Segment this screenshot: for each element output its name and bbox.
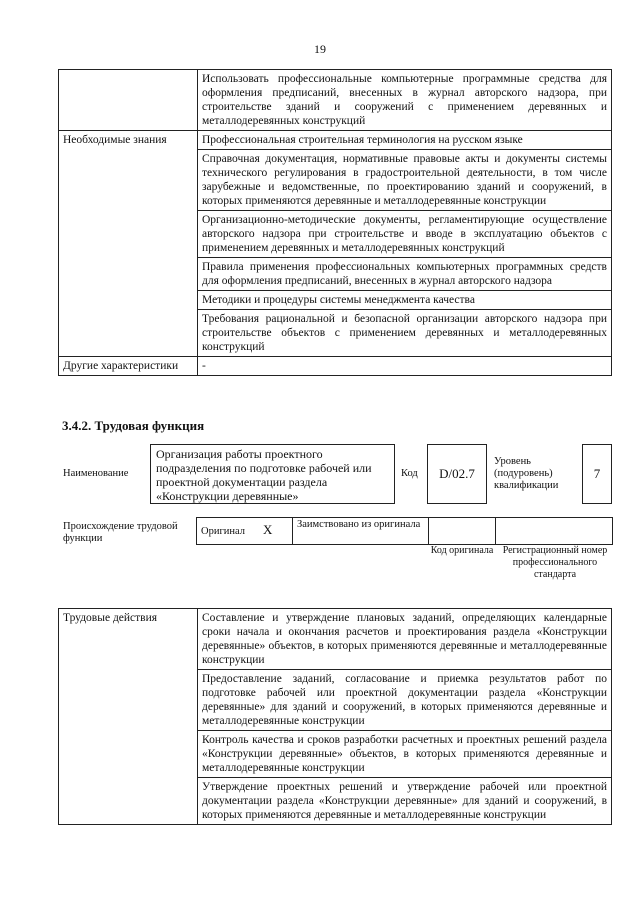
empty-label-cell xyxy=(59,70,198,131)
action-item: Составление и утверждение плановых заданий, определяющих календарные сроки начала и окончания расчетов и проектирования раздела «Конструкции деревянные» объектов, в которых применяются деревянные и металлодеревянные конструкции xyxy=(198,609,612,670)
reg-number-caption: Регистрационный номер профессионального стандарта xyxy=(502,545,608,580)
other-characteristics-label: Другие характеристики xyxy=(59,357,198,376)
origin-table xyxy=(196,517,613,545)
table-row xyxy=(59,357,612,376)
original-label: Оригинал xyxy=(201,526,245,537)
page-number: 19 xyxy=(314,42,326,56)
knowledge-table xyxy=(58,69,612,376)
knowledge-item: Профессиональная строительная терминология на русском языке xyxy=(198,131,612,150)
knowledge-item: Правила применения профессиональных компьютерных программных средств для оформления предписаний, внесенных в журнал авторского надзора xyxy=(198,258,612,291)
level-label: Уровень (подуровень) квалификации xyxy=(494,456,559,491)
other-characteristics-value: - xyxy=(198,357,612,376)
code-label: Код xyxy=(401,468,418,479)
reg-number-cell xyxy=(496,518,613,545)
action-item: Предоставление заданий, согласование и приемка результатов работ по подготовке рабочей или проектной документации раздела «Конструкции деревянные» для зданий и сооружений, в которых применяются деревянные и металлодеревянные конструкции xyxy=(198,670,612,731)
section-heading: 3.4.2. Трудовая функция xyxy=(62,418,205,433)
knowledge-item: Организационно-методические документы, регламентирующие осуществление авторского надзора при строительстве и вводе в эксплуатацию объектов с применением деревянных и металлодеревянных конструкций xyxy=(198,211,612,258)
action-item: Утверждение проектных решений и утверждение рабочей или проектной документации раздела «Конструкции деревянные» для зданий и сооружений, в которых применяются деревянные и металлодеревянные конструкции xyxy=(198,778,612,825)
origin-code-caption: Код оригинала xyxy=(430,545,494,556)
knowledge-item: Методики и процедуры системы менеджмента качества xyxy=(198,291,612,310)
table-row xyxy=(197,518,613,545)
level-value-box: 7 xyxy=(582,444,612,504)
actions-label-cell: Трудовые действия xyxy=(59,609,198,825)
function-code-box: D/02.7 xyxy=(427,444,487,504)
table-row xyxy=(59,131,612,150)
original-cell xyxy=(197,518,293,545)
original-mark: X xyxy=(263,522,273,537)
skill-continuation-cell: Использовать профессиональные компьютерные программные средства для оформления предписаний, внесенных в журнал авторского надзора, при строительстве зданий и сооружений с применением деревянных и металлодеревянных конструкций xyxy=(198,70,612,131)
name-label: Наименование xyxy=(63,468,129,479)
knowledge-item: Требования рациональной и безопасной организации авторского надзора при строительстве объектов с применением деревянных и металлодеревянных конструкций xyxy=(198,310,612,357)
function-name-box: Организация работы проектного подразделения по подготовке рабочей или проектной документации раздела «Конструкции деревянные» xyxy=(150,444,395,504)
table-row xyxy=(59,609,612,670)
table-row xyxy=(59,70,612,131)
knowledge-label-cell: Необходимые знания xyxy=(59,131,198,357)
borrowed-cell: Заимствовано из оригинала xyxy=(293,518,429,545)
actions-table xyxy=(58,608,612,825)
origin-code-cell xyxy=(429,518,496,545)
action-item: Контроль качества и сроков разработки расчетных и проектных решений раздела «Конструкции деревянные» объектов, в которых применяются деревянные и металлодеревянные конструкции xyxy=(198,731,612,778)
knowledge-item: Справочная документация, нормативные правовые акты и документы системы технического регулирования в градостроительной деятельности, в том числе зарубежные и ведомственные, по проектированию зданий и сооружений, в которых применяются деревянные и металлодеревянные конструкции xyxy=(198,150,612,211)
origin-label: Происхождение трудовой функции xyxy=(63,521,178,544)
